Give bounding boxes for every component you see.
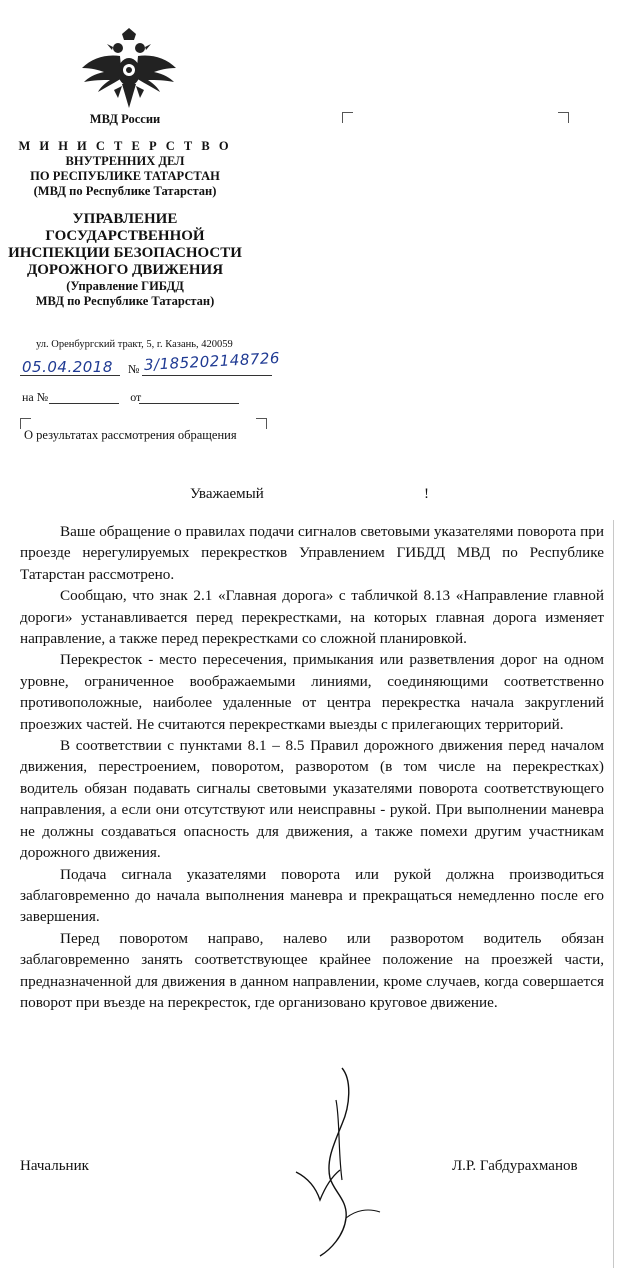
greeting-exclamation: ! <box>424 486 429 502</box>
date-underline <box>20 375 120 376</box>
department-line: ДОРОЖНОГО ДВИЖЕНИЯ <box>26 262 224 278</box>
paragraph: В соответствии с пунктами 8.1 – 8.5 Правил дорожного движения перед началом движения, перестроением, поворотом, разворотом (в том числе на перекрестках) водитель обязан подавать сигналы световыми указателями поворота соответствующего направления, а если они отсутствуют или неисправны - рукой. При выполнении маневра не должны создаваться опасность для движения, а также помехи другим участникам дорожного движения. <box>20 737 604 862</box>
ref-date-underline <box>139 403 239 404</box>
department-sub-line: (Управление ГИБДД <box>66 279 184 293</box>
signatory-position: Начальник <box>20 1158 89 1174</box>
scan-edge <box>613 520 614 1268</box>
ref-number-underline <box>49 403 119 404</box>
address: ул. Оренбургский тракт, 5, г. Казань, 420059 <box>36 339 233 350</box>
letter-body <box>20 521 604 1013</box>
signatory-name: Л.Р. Габдурахманов <box>452 1158 578 1174</box>
recipient-name-redacted <box>276 484 418 504</box>
subject-line: О результатах рассмотрения обращения <box>24 428 237 442</box>
registration-date: 05.04.2018 <box>22 358 113 376</box>
ministry-line: (МВД по Республике Татарстан) <box>33 184 217 198</box>
ministry-line: ПО РЕСПУБЛИКЕ ТАТАРСТАН <box>30 169 220 183</box>
ministry-line: М И Н И С Т Е Р С Т В О <box>18 139 232 153</box>
ministry-line: ВНУТРЕННИХ ДЕЛ <box>65 154 185 168</box>
ministry-name <box>0 139 250 199</box>
paragraph: Перекресток - место пересечения, примыкания или разветвления дорог на одном уровне, ограниченное воображаемыми линиями, соединяющими соответственно противоположные, наиболее удаленные от центра перекрестка начала закруглений проезжих частей. Не считаются перекрестками выезды с прилегающих территорий. <box>20 651 604 733</box>
number-underline <box>142 375 272 376</box>
paragraph: Перед поворотом направо, налево или разворотом водитель обязан заблаговременно занять соответствующее крайнее положение на проезжей части, предназначенной для движения в данном направлении, кроме случаев, когда совершается поворот при въезде на перекресток, где организовано круговое движение. <box>20 929 604 1011</box>
department-short-name <box>0 279 250 309</box>
paragraph: Ваше обращение о правилах подачи сигналов световыми указателями поворота при проезде нерегулируемых перекрестков Управлением ГИБДД МВД по Республике Татарстан рассмотрено. <box>20 523 604 583</box>
ref-from-label: от <box>130 390 142 404</box>
number-label: № <box>128 362 140 376</box>
department-line: УПРАВЛЕНИЕ <box>72 211 178 227</box>
paragraph: Сообщаю, что знак 2.1 «Главная дорога» с табличкой 8.13 «Направление главной дороги» устанавливается перед перекрестками, на которых главная дорога изменяет направление, а также перед перекрестками со сложной планировкой. <box>20 587 604 648</box>
ref-label: на № <box>22 390 49 404</box>
department-name <box>0 211 250 279</box>
mvd-title: МВД России <box>89 112 161 126</box>
department-line: ИНСПЕКЦИИ БЕЗОПАСНОСТИ <box>8 245 242 261</box>
department-sub-line: МВД по Республике Татарстан) <box>35 294 215 308</box>
greeting: Уважаемый <box>190 486 264 502</box>
addressee-bracket-right <box>558 112 569 123</box>
addressee-bracket-left <box>342 112 353 123</box>
paragraph: Подача сигнала указателями поворота или рукой должна производиться заблаговременно до начала выполнения маневра и прекращаться немедленно после его завершения. <box>20 865 604 926</box>
handwritten-signature-icon <box>290 1060 400 1260</box>
department-line: ГОСУДАРСТВЕННОЙ <box>45 228 205 244</box>
registration-number: 3/185202148726 <box>143 348 281 374</box>
subject-bracket-right <box>256 418 267 429</box>
addressee-redacted <box>360 118 498 148</box>
emblem-icon <box>82 28 176 110</box>
